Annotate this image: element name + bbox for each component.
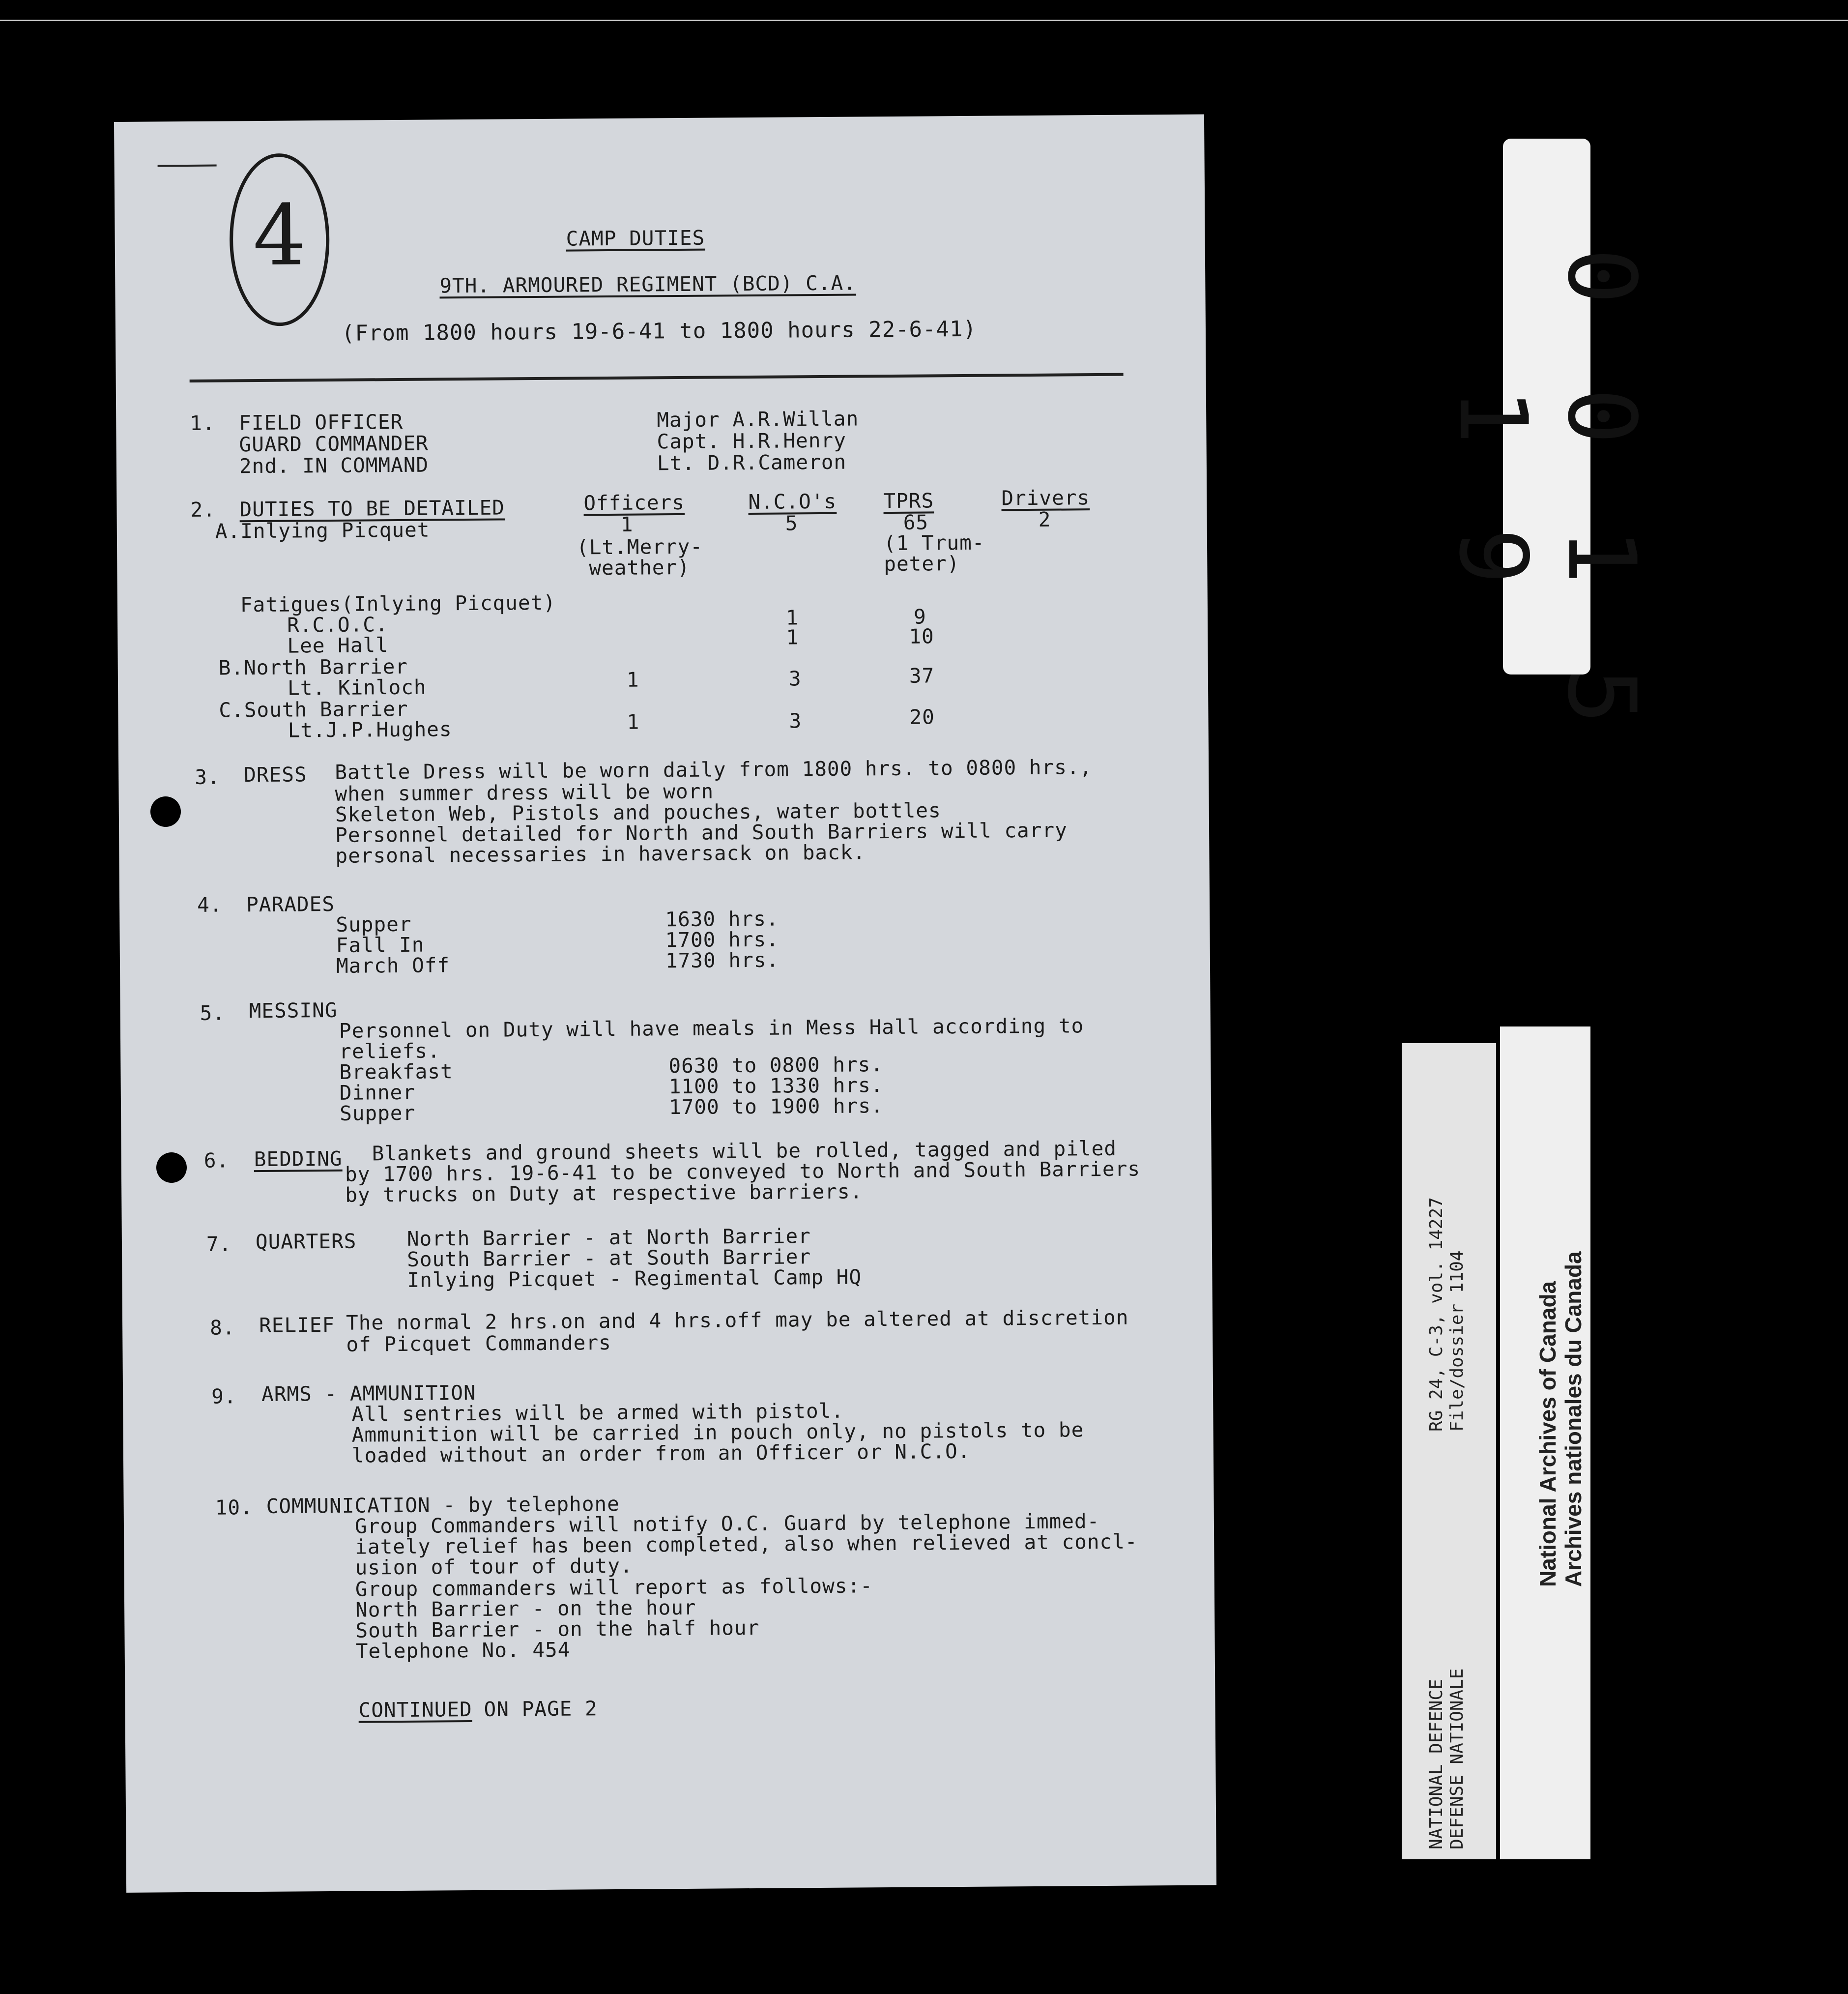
s4-number: 4. <box>197 893 223 917</box>
meal-time: 0630 to 0800 hrs. <box>668 1053 884 1078</box>
meal-label: Supper <box>339 1101 416 1125</box>
s7-line: North Barrier - at North Barrier <box>406 1224 811 1251</box>
parade-time: 1630 hrs. <box>665 907 779 932</box>
s6-line: by 1700 hrs. 19-6-41 to be conveyed to North and South Barriers <box>345 1157 1141 1186</box>
header-rule <box>190 373 1124 382</box>
ref-line-1: RG 24, C-3, vol. 14227 <box>1426 1197 1446 1432</box>
s6-heading: BEDDING <box>254 1146 343 1172</box>
archive-reference-label <box>1402 1043 1496 1859</box>
s1-name: Lt. D.R.Cameron <box>657 450 847 475</box>
s10-line: South Barrier - on the half hour <box>355 1615 760 1642</box>
s10-line: North Barrier - on the hour <box>355 1595 696 1622</box>
s5-line: Personnel on Duty will have meals in Mess Hall according to <box>339 1014 1084 1043</box>
org-line-1: National Archives of Canada <box>1535 1281 1560 1587</box>
reel-number: 0 0 1 5 1 9 <box>1439 248 1656 738</box>
s3-line: when summer dress will be worn <box>335 779 714 806</box>
col-drivers: Drivers <box>1001 486 1090 510</box>
parade-time: 1700 hrs. <box>665 927 779 952</box>
punch-hole <box>156 1152 187 1183</box>
s5-line: reliefs. <box>339 1039 440 1063</box>
document-page <box>114 115 1216 1893</box>
row-label: C.South Barrier <box>219 697 408 722</box>
row-label: Lt.J.P.Hughes <box>288 717 452 742</box>
circled-page-number <box>227 151 332 328</box>
dept-line-2: DEFENSE NATIONALE <box>1447 1668 1467 1849</box>
s3-number: 3. <box>195 765 220 789</box>
s7-heading: QUARTERS <box>255 1229 357 1254</box>
meal-time: 1100 to 1330 hrs. <box>668 1073 884 1099</box>
cell: 65 <box>903 510 929 534</box>
archives-canada-label <box>1500 1026 1590 1859</box>
s1-number: 1. <box>190 411 215 435</box>
s10-line: iately relief has been completed, also when relieved at concl- <box>355 1529 1138 1559</box>
cell: 1 <box>785 606 799 630</box>
s9-line: loaded without an order from an Officer or N.C.O. <box>351 1439 971 1467</box>
meal-label: Breakfast <box>339 1059 453 1084</box>
s2-heading: DUTIES TO BE DETAILED <box>239 496 505 522</box>
parade-label: Supper <box>336 912 412 937</box>
s8-line: of Picquet Commanders <box>346 1330 611 1356</box>
cell-note: (1 Trum- <box>883 530 985 556</box>
meal-time: 1700 to 1900 hrs. <box>668 1094 884 1119</box>
doc-title: CAMP DUTIES <box>566 226 705 251</box>
s1-role: GUARD COMMANDER <box>239 431 429 457</box>
row-label: Fatigues(Inlying Picquet) <box>240 590 556 617</box>
s3-heading: DRESS <box>244 762 307 787</box>
dept-line-1: NATIONAL DEFENCE <box>1426 1679 1446 1849</box>
film-edge-line <box>0 20 1848 21</box>
row-label: Lt. Kinloch <box>287 675 427 700</box>
doc-period: (From 1800 hours 19-6-41 to 1800 hours 22-6-41) <box>341 316 977 346</box>
continued-rest: ON PAGE 2 <box>484 1697 598 1721</box>
s9-line: All sentries will be armed with pistol. <box>351 1399 844 1426</box>
s3-line: Skeleton Web, Pistols and pouches, water bottles <box>335 798 941 826</box>
cell: 3 <box>789 709 802 733</box>
cell: 10 <box>909 624 934 648</box>
s10-heading: COMMUNICATION - by telephone <box>266 1492 620 1518</box>
s5-heading: MESSING <box>249 998 338 1023</box>
reel-number-tag <box>1439 139 1656 738</box>
row-label: R.C.O.C. <box>287 613 388 637</box>
org-line-2: Archives nationales du Canada <box>1560 1251 1586 1587</box>
row-label: A.Inlying Picquet <box>215 518 430 543</box>
col-officers: Officers <box>583 490 685 515</box>
col-tprs: TPRS <box>883 489 934 513</box>
punch-hole <box>150 796 181 827</box>
cell: 37 <box>909 664 935 688</box>
s10-number: 10. <box>215 1496 253 1520</box>
ref-line-2: File/dossier 1104 <box>1447 1250 1467 1432</box>
s6-number: 6. <box>203 1148 230 1173</box>
s3-line: personal necessaries in haversack on back. <box>335 840 866 868</box>
margin-dash <box>158 165 217 167</box>
s3-line: Personnel detailed for North and South Barriers will carry <box>335 818 1068 847</box>
row-label: Lee Hall <box>287 633 389 658</box>
cell: 20 <box>909 705 935 729</box>
cell: 1 <box>620 512 634 536</box>
s7-line: Inlying Picquet - Regimental Camp HQ <box>407 1265 862 1292</box>
meal-label: Dinner <box>339 1080 416 1105</box>
s8-number: 8. <box>209 1316 235 1340</box>
s7-line: South Barrier - at South Barrier <box>407 1245 811 1271</box>
s1-role: 2nd. IN COMMAND <box>239 453 429 478</box>
col-ncos: N.C.O's <box>748 489 837 514</box>
s2-number: 2. <box>190 498 216 522</box>
parade-time: 1730 hrs. <box>665 948 780 973</box>
s1-role: FIELD OFFICER <box>239 410 404 435</box>
cell: 1 <box>627 710 640 734</box>
s10-line: Telephone No. 454 <box>355 1638 571 1663</box>
cell: 5 <box>785 511 798 535</box>
s8-heading: RELIEF <box>259 1313 335 1337</box>
handwritten-page-number: 4 <box>252 187 307 285</box>
s6-line: Blankets and ground sheets will be rolled, tagged and piled <box>372 1136 1117 1166</box>
parade-label: March Off <box>336 953 450 978</box>
cell: 1 <box>626 668 639 692</box>
s6-line: by trucks on Duty at respective barriers. <box>345 1179 863 1207</box>
s9-line: Ammunition will be carried in pouch only, no pistols to be <box>351 1418 1084 1447</box>
cell: 9 <box>913 605 926 629</box>
s7-number: 7. <box>206 1232 232 1256</box>
continued-word: CONTINUED <box>358 1697 472 1722</box>
s4-heading: PARADES <box>246 892 335 917</box>
parade-label: Fall In <box>336 933 425 957</box>
s1-name: Capt. H.R.Henry <box>657 428 846 454</box>
cell: 3 <box>788 667 802 691</box>
s10-line: Group Commanders will notify O.C. Guard by telephone immed- <box>354 1509 1100 1538</box>
cell-note: (Lt.Merry- <box>576 534 703 559</box>
s1-name: Major A.R.Willan <box>657 407 859 432</box>
s3-line: Battle Dress will be worn daily from 1800 hrs. to 0800 hrs., <box>335 755 1093 784</box>
s10-line: Group commanders will report as follows:- <box>355 1574 873 1601</box>
cell: 2 <box>1038 507 1051 531</box>
row-label: B.North Barrier <box>218 654 408 680</box>
s5-number: 5. <box>200 1001 226 1025</box>
cell-note: peter) <box>884 552 960 576</box>
doc-unit: 9TH. ARMOURED REGIMENT (BCD) C.A. <box>439 271 857 298</box>
s9-heading: ARMS - AMMUNITION <box>261 1380 476 1406</box>
s10-line: usion of tour of duty. <box>355 1554 633 1580</box>
s8-line: The normal 2 hrs.on and 4 hrs.off may be altered at discretion <box>346 1305 1129 1335</box>
s9-number: 9. <box>211 1384 237 1408</box>
cell-note: weather) <box>589 555 691 580</box>
cell: 1 <box>786 625 799 649</box>
